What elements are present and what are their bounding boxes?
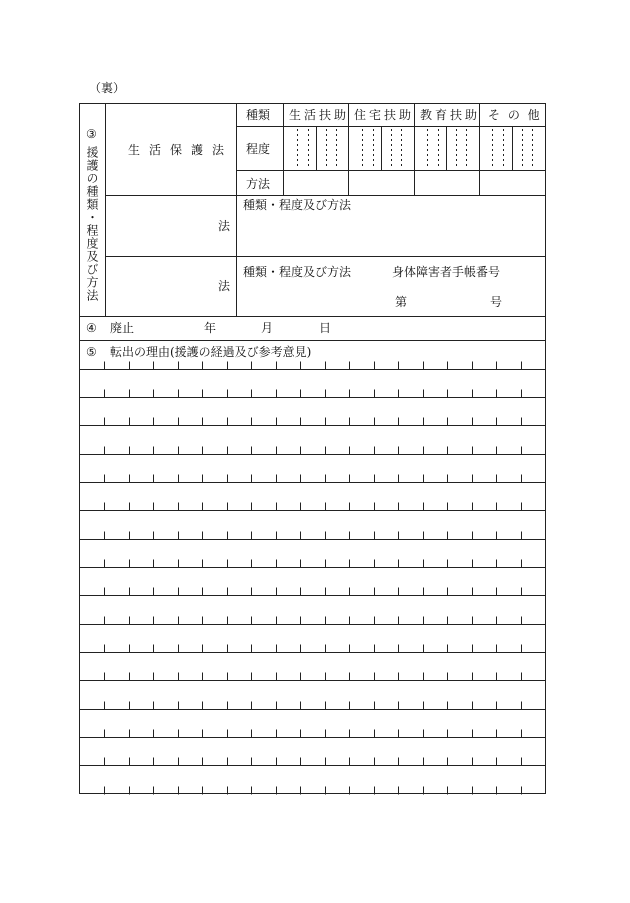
handbook-number-label: 身体障害者手帳番号: [392, 265, 501, 279]
transfer-reason-label: 転出の理由(援護の経過及び参考意見): [110, 345, 312, 359]
row3-note: 種類・程度及び方法: [243, 265, 352, 279]
kind-seikatsu-fujo: 生活扶助: [289, 108, 350, 122]
kind-kyoiku-fujo: 教育扶助: [420, 108, 481, 122]
col-degree-label: 程度: [246, 142, 271, 156]
section5-number: ⑤: [86, 345, 97, 359]
row2-note: 種類・程度及び方法: [243, 198, 352, 212]
col-method-label: 方法: [246, 177, 271, 191]
side-label: （裏）: [89, 81, 126, 95]
kind-sonota: そ の 他: [488, 108, 542, 122]
abolition-month: 月: [261, 321, 274, 335]
section3-number: ③: [86, 127, 97, 141]
law-name-seikatsuhogo: 生活保護法: [128, 143, 234, 157]
abolition-year: 年: [204, 321, 217, 335]
abolition-label: 廃止: [110, 321, 135, 335]
kind-jutaku-fujo: 住宅扶助: [354, 108, 415, 122]
row2-law-suffix: 法: [218, 219, 231, 233]
handbook-dai: 第: [395, 295, 408, 309]
abolition-day: 日: [319, 321, 332, 335]
handbook-go: 号: [490, 295, 503, 309]
section4-number: ④: [86, 321, 97, 335]
section3-vertical-title: 援護の種類・程度及び方法: [85, 146, 99, 302]
col-kind-label: 種類: [246, 108, 271, 122]
row3-law-suffix: 法: [218, 279, 231, 293]
